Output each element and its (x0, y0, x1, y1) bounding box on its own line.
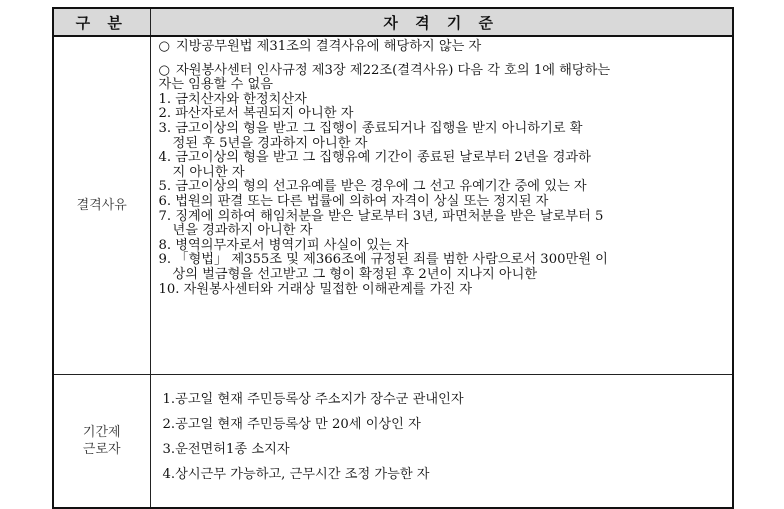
category-contract-worker: 기간제 근로자 (53, 375, 150, 509)
criteria-item: ○ 지방공무원법 제31조의 결격사유에 해당하지 않는 자 (158, 39, 482, 54)
list-item: 2.공고일 현재 주민등록상 만 20세 이상인 자 (162, 417, 421, 432)
disqualification-list (159, 93, 725, 297)
list-item: 3.운전면허1종 소지자 (162, 442, 290, 457)
list-item: 4.상시근무 가능하고, 근무시간 조정 가능한 자 (162, 467, 430, 482)
criteria-item-cont: 자는 임용할 수 없음 (158, 77, 273, 93)
table-row (53, 375, 733, 509)
header-category: 구 분 (53, 8, 150, 36)
list-item-cont: 년을 경과하지 아니한 자 (172, 223, 313, 239)
circle-bullet: ○ (158, 39, 171, 54)
criteria-contract-worker (150, 375, 733, 509)
list-item: 5. 금고이상의 형의 선고유예를 받은 경우에 그 선고 유예기간 중에 있는 자 (158, 179, 587, 195)
list-item-cont: 정된 후 5년을 경과하지 아니한 자 (172, 135, 368, 151)
list-item: 8. 병역의무자로서 병역기피 사실이 있는 자 (158, 237, 409, 253)
list-item: 6. 법원의 판결 또는 다른 법률에 의하여 자격이 상실 또는 정지된 자 (158, 193, 549, 209)
list-item: 1.공고일 현재 주민등록상 주소지가 장수군 관내인자 (162, 392, 464, 407)
circle-bullet: ○ (158, 62, 171, 78)
header-criteria: 자 격 기 준 (150, 8, 733, 36)
list-item-cont: 상의 벌금형을 선고받고 그 형이 확정된 후 2년이 지나지 아니한 (172, 266, 538, 282)
list-item: 7. 징계에 의하여 해임처분을 받은 날로부터 3년, 파면처분을 받은 날로부터 5 (158, 208, 604, 224)
qualification-table (52, 7, 734, 509)
list-item: 4. 금고이상의 형을 받고 그 집행유예 기간이 종료된 날로부터 2년을 경과하 (158, 150, 591, 166)
criteria-disqualification (150, 36, 733, 375)
list-item: 3. 금고이상의 형을 받고 그 집행이 종료되거나 집행을 받지 아니하기로 확 (158, 120, 583, 136)
list-item: 2. 파산자로서 복권되지 아니한 자 (158, 106, 354, 122)
category-disqualification: 결격사유 (53, 36, 150, 375)
table-row (53, 36, 733, 375)
list-item-cont: 지 아니한 자 (172, 164, 245, 180)
header-row (53, 8, 733, 36)
list-item: 9. 「형법」 제355조 및 제366조에 규정된 죄를 범한 사람으로서 300만원 이 (158, 252, 608, 268)
criteria-item: ○ 자원봉사센터 인사규정 제3장 제22조(결격사유) 다음 각 호의 1에 해당하는 (158, 62, 611, 78)
list-item: 1. 금치산자와 한정치산자 (158, 91, 307, 107)
list-item: 10. 자원봉사센터와 거래상 밀접한 이해관계를 가진 자 (158, 281, 473, 297)
